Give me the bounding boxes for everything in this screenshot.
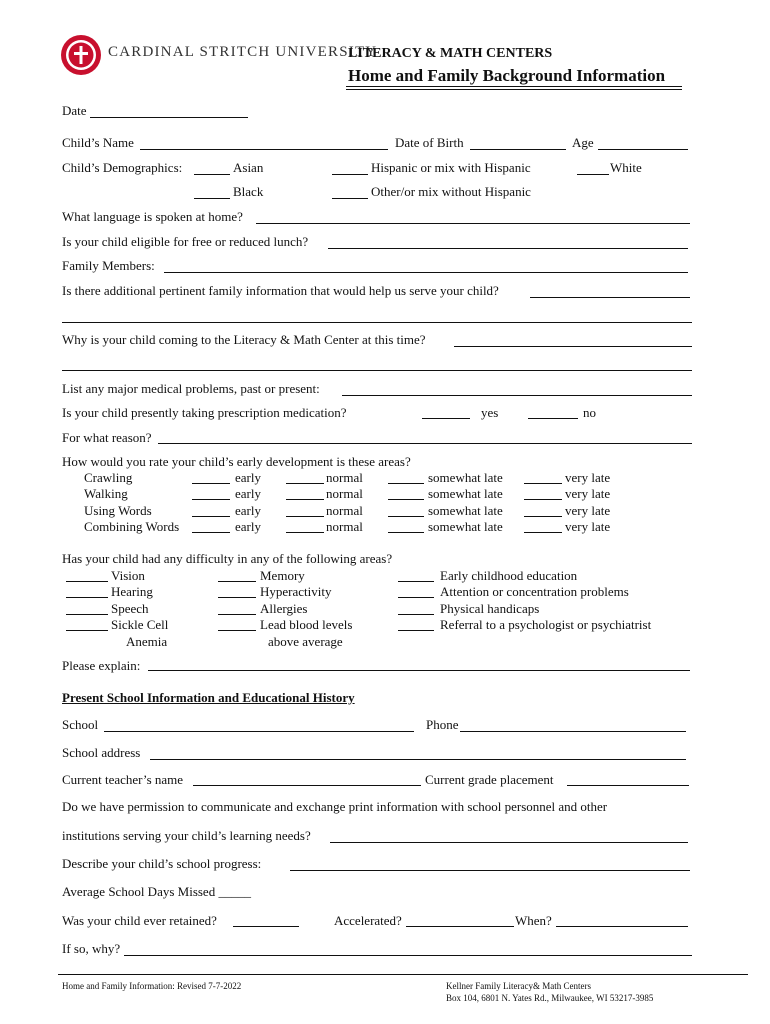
difficulty-blank[interactable]	[218, 597, 256, 598]
development-rating-blank[interactable]	[524, 516, 562, 517]
grade-label: Current grade placement	[425, 772, 554, 787]
why-field[interactable]	[454, 346, 692, 347]
development-rating-blank[interactable]	[524, 483, 562, 484]
difficulty-area-label: Physical handicaps	[440, 601, 540, 616]
permission-text-1: Do we have permission to communicate and exchange print information with school personnel and other	[62, 799, 608, 814]
difficulty-blank[interactable]	[218, 614, 256, 615]
footer-org: Kellner Family Literacy& Math Centers	[446, 981, 591, 991]
family-field[interactable]	[164, 272, 688, 273]
development-rating-label: normal	[326, 519, 363, 534]
progress-label: Describe your child’s school progress:	[62, 856, 262, 871]
development-rating-label: early	[235, 503, 261, 518]
difficulty-area-label: Sickle Cell	[111, 617, 169, 632]
teacher-field[interactable]	[193, 785, 421, 786]
school-section-heading: Present School Information and Educational History	[62, 690, 355, 705]
title-rule-2	[346, 89, 682, 90]
development-area-label: Combining Words	[84, 519, 180, 534]
age-field[interactable]	[598, 149, 688, 150]
footer-revised: Home and Family Information: Revised 7-7-2022	[62, 981, 242, 991]
difficulty-area-label: Referral to a psychologist or psychiatrist	[440, 617, 652, 632]
development-rating-label: very late	[565, 519, 611, 534]
prescription-yes-blank[interactable]	[422, 418, 470, 419]
development-area-label: Using Words	[84, 503, 152, 518]
difficulty-area-label: Attention or concentration problems	[440, 584, 629, 599]
development-question: How would you rate your child’s early development is these areas?	[62, 454, 411, 469]
school-label: School	[62, 717, 99, 732]
age-label: Age	[572, 135, 594, 150]
school-address-field[interactable]	[150, 759, 686, 760]
black-blank[interactable]	[194, 198, 230, 199]
prescription-label: Is your child presently taking prescription medication?	[62, 405, 347, 420]
development-rating-blank[interactable]	[286, 516, 324, 517]
accelerated-field[interactable]	[406, 926, 514, 927]
difficulty-area-label: Memory	[260, 568, 305, 583]
white-label: White	[610, 160, 642, 175]
black-label: Black	[233, 184, 264, 199]
white-blank[interactable]	[577, 174, 609, 175]
phone-field[interactable]	[460, 731, 686, 732]
difficulty-blank[interactable]	[66, 630, 108, 631]
university-seal-logo	[60, 34, 102, 76]
difficulty-question: Has your child had any difficulty in any of the following areas?	[62, 551, 393, 566]
when-field[interactable]	[556, 926, 688, 927]
difficulty-anemia-label: Anemia	[126, 634, 168, 649]
footer-address: Box 104, 6801 N. Yates Rd., Milwaukee, WI 53217-3985	[446, 993, 654, 1003]
lunch-field[interactable]	[328, 248, 688, 249]
difficulty-blank[interactable]	[66, 614, 108, 615]
child-name-field[interactable]	[140, 149, 388, 150]
difficulty-blank[interactable]	[398, 581, 434, 582]
other-blank[interactable]	[332, 198, 368, 199]
hispanic-blank[interactable]	[332, 174, 368, 175]
prescription-no-blank[interactable]	[528, 418, 578, 419]
development-rating-blank[interactable]	[388, 532, 424, 533]
development-rating-blank[interactable]	[388, 483, 424, 484]
teacher-label: Current teacher’s name	[62, 772, 184, 787]
days-missed-label: Average School Days Missed _____	[62, 884, 251, 899]
development-rating-label: early	[235, 519, 261, 534]
explain-label: Please explain:	[62, 658, 141, 673]
school-field[interactable]	[104, 731, 414, 732]
title-rule	[346, 86, 682, 87]
development-rating-blank[interactable]	[192, 532, 230, 533]
development-rating-label: early	[235, 486, 261, 501]
progress-field[interactable]	[290, 870, 690, 871]
why-label: Why is your child coming to the Literacy & Math Center at this time?	[62, 332, 426, 347]
difficulty-blank[interactable]	[66, 581, 108, 582]
family-label: Family Members:	[62, 258, 155, 273]
development-rating-label: somewhat late	[428, 470, 503, 485]
development-rating-label: somewhat late	[428, 486, 503, 501]
difficulty-blank[interactable]	[398, 597, 434, 598]
grade-field[interactable]	[567, 785, 689, 786]
when-label: When?	[515, 913, 552, 928]
difficulty-area-label: Allergies	[260, 601, 308, 616]
medical-field[interactable]	[342, 395, 692, 396]
school-address-label: School address	[62, 745, 141, 760]
accelerated-label: Accelerated?	[334, 913, 402, 928]
hispanic-label: Hispanic or mix with Hispanic	[371, 160, 531, 175]
development-rating-blank[interactable]	[286, 532, 324, 533]
additional-info-field[interactable]	[530, 297, 690, 298]
explain-field[interactable]	[148, 670, 690, 671]
program-name: LITERACY & MATH CENTERS	[348, 46, 553, 61]
development-rating-blank[interactable]	[286, 499, 324, 500]
why-retained-field[interactable]	[124, 955, 692, 956]
development-rating-blank[interactable]	[192, 499, 230, 500]
difficulty-area-label: Hearing	[111, 584, 153, 599]
permission-text-2: institutions serving your child’s learning needs?	[62, 828, 311, 843]
prescription-no-label: no	[583, 405, 596, 420]
difficulty-area-label: Lead blood levels	[260, 617, 353, 632]
reason-label: For what reason?	[62, 430, 152, 445]
difficulty-area-label: Speech	[111, 601, 149, 616]
child-name-label: Child’s Name	[62, 135, 134, 150]
difficulty-blank[interactable]	[398, 614, 434, 615]
difficulty-blank[interactable]	[398, 630, 434, 631]
demographics-label: Child’s Demographics:	[62, 160, 183, 175]
language-label: What language is spoken at home?	[62, 209, 243, 224]
asian-blank[interactable]	[194, 174, 230, 175]
difficulty-blank[interactable]	[218, 581, 256, 582]
development-rating-label: somewhat late	[428, 503, 503, 518]
development-rating-label: somewhat late	[428, 519, 503, 534]
other-label: Other/or mix without Hispanic	[371, 184, 531, 199]
date-field[interactable]	[90, 117, 248, 118]
permission-field[interactable]	[330, 842, 688, 843]
university-name: CARDINAL STRITCH UNIVERSITY	[108, 44, 378, 60]
development-rating-label: normal	[326, 486, 363, 501]
difficulty-area-label: Vision	[111, 568, 145, 583]
language-field[interactable]	[256, 223, 690, 224]
additional-info-line-2[interactable]	[62, 322, 692, 323]
difficulty-area-label: Early childhood education	[440, 568, 578, 583]
dob-label: Date of Birth	[395, 135, 464, 150]
development-rating-blank[interactable]	[524, 499, 562, 500]
difficulty-blank[interactable]	[66, 597, 108, 598]
asian-label: Asian	[233, 160, 264, 175]
development-rating-label: very late	[565, 470, 611, 485]
development-rating-blank[interactable]	[192, 483, 230, 484]
development-rating-blank[interactable]	[388, 499, 424, 500]
development-rating-label: normal	[326, 503, 363, 518]
development-area-label: Crawling	[84, 470, 133, 485]
additional-info-label: Is there additional pertinent family information that would help us serve your child?	[62, 283, 499, 298]
retained-field[interactable]	[233, 926, 299, 927]
development-rating-label: early	[235, 470, 261, 485]
lunch-label: Is your child eligible for free or reduced lunch?	[62, 234, 309, 249]
development-rating-blank[interactable]	[388, 516, 424, 517]
development-rating-blank[interactable]	[524, 532, 562, 533]
difficulty-blank[interactable]	[218, 630, 256, 631]
dob-field[interactable]	[470, 149, 566, 150]
medical-label: List any major medical problems, past or present:	[62, 381, 320, 396]
page-title: Home and Family Background Information	[348, 66, 666, 85]
retained-label: Was your child ever retained?	[62, 913, 217, 928]
why-retained-label: If so, why?	[62, 941, 121, 956]
phone-label: Phone	[426, 717, 459, 732]
difficulty-area-label: Hyperactivity	[260, 584, 332, 599]
prescription-yes-label: yes	[481, 405, 499, 420]
footer-rule	[58, 974, 748, 975]
development-rating-label: normal	[326, 470, 363, 485]
reason-field[interactable]	[158, 443, 692, 444]
why-line-2[interactable]	[62, 370, 692, 371]
development-area-label: Walking	[84, 486, 128, 501]
development-rating-blank[interactable]	[286, 483, 324, 484]
development-rating-blank[interactable]	[192, 516, 230, 517]
development-rating-label: very late	[565, 486, 611, 501]
date-label: Date	[62, 103, 87, 118]
development-rating-label: very late	[565, 503, 611, 518]
difficulty-above-average-label: above average	[268, 634, 343, 649]
